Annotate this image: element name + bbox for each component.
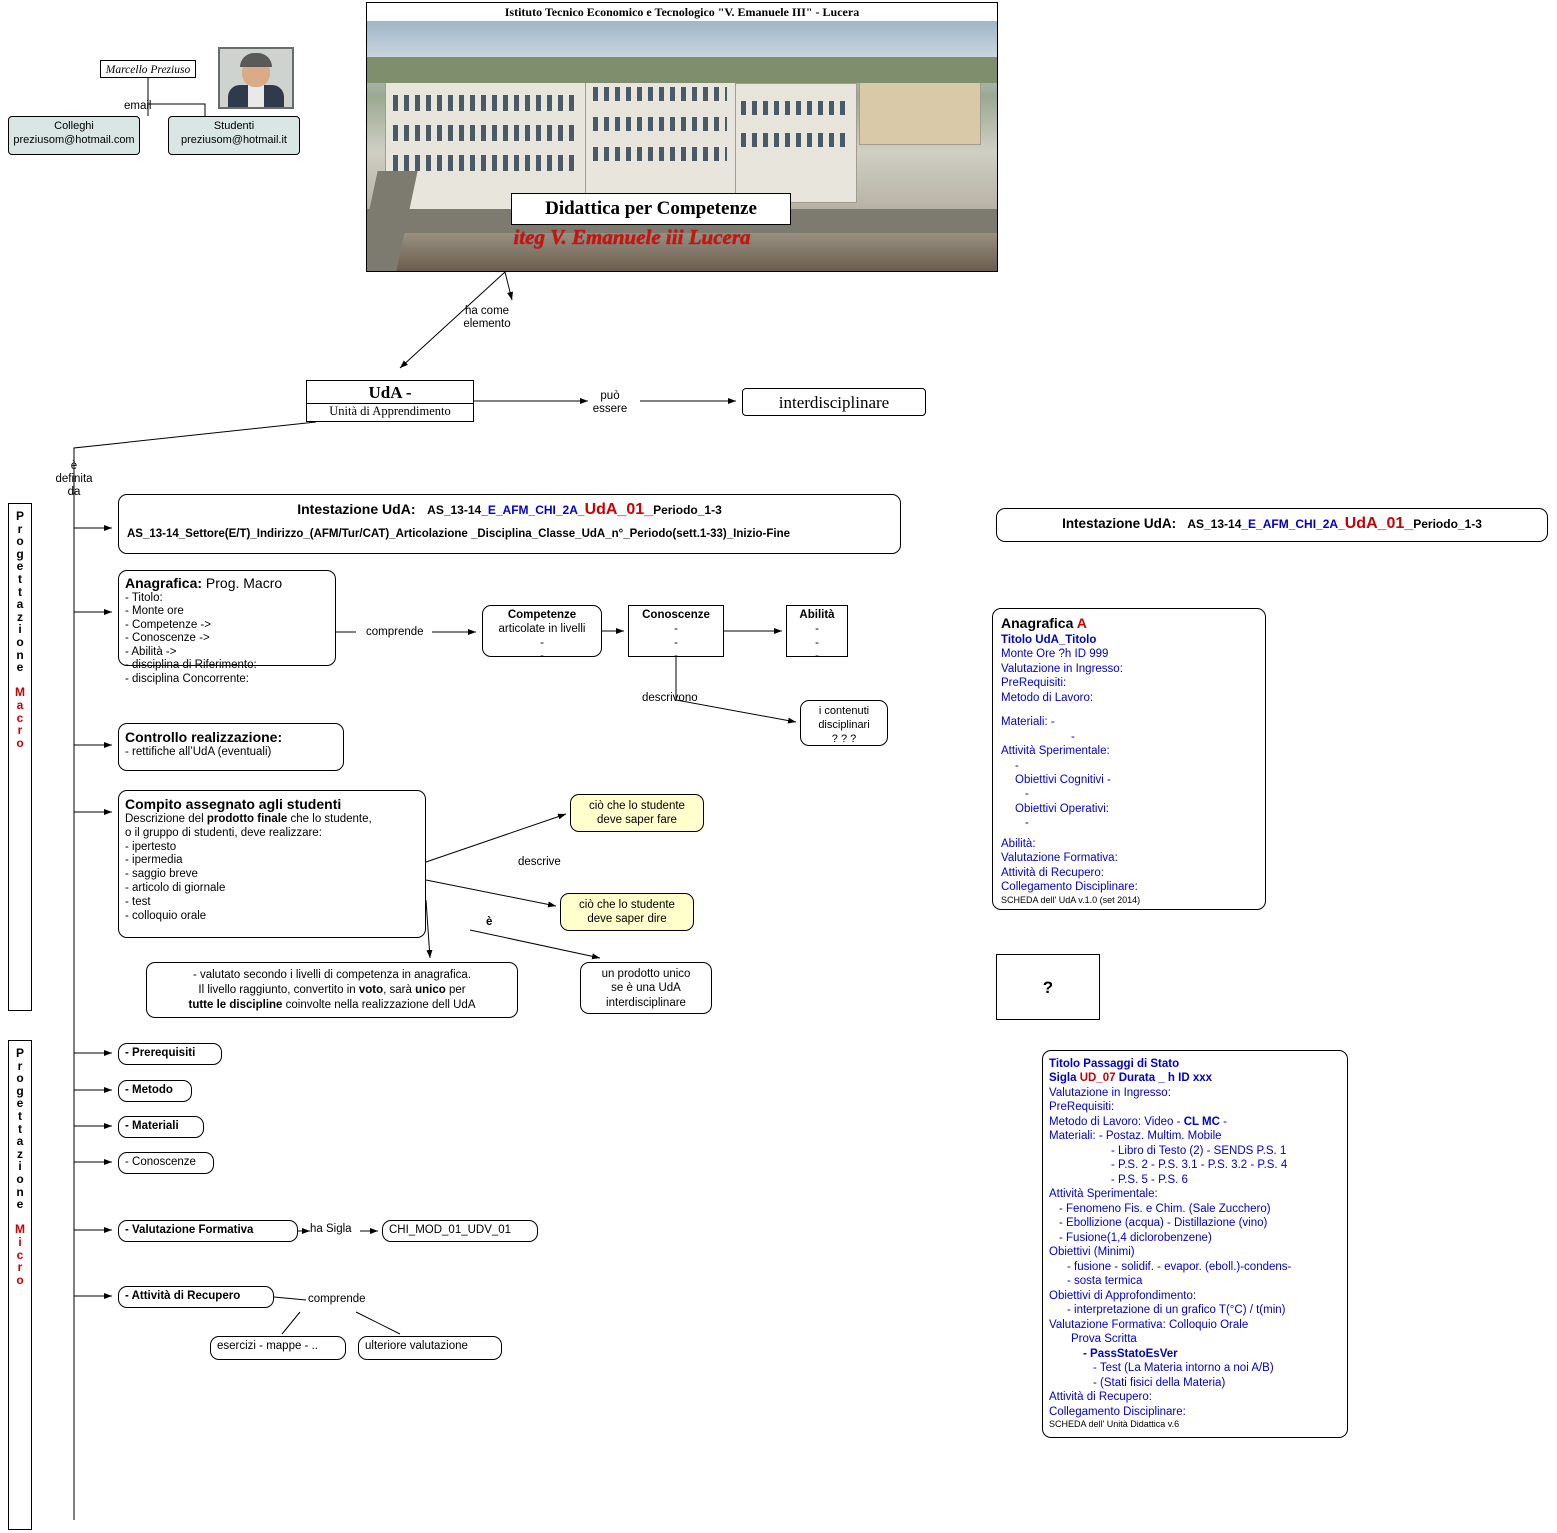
author-photo: [218, 47, 294, 109]
contenuti-line: i contenuti: [818, 705, 870, 717]
ud-card-om-1: - fusione - solidif. - evapor. (eboll.)-condens-: [1067, 1260, 1292, 1273]
prodotto-unico-line: se è una UdA: [611, 982, 681, 995]
compito-desc-3: o il gruppo di studenti, deve realizzare:: [125, 826, 322, 839]
anagrafica-card-obcog: Obiettivi Cognitivi -: [1015, 773, 1111, 786]
sidebar-progettazione-macro: P r o g e t t a z i o n e M a c r o: [8, 503, 32, 1011]
banner-caption: Didattica per Competenze: [511, 193, 791, 225]
ud-card-mat-3: - P.S. 2 - P.S. 3.1 - P.S. 3.2 - P.S. 4: [1111, 1159, 1288, 1172]
anagrafica-card-title: Anagrafica: [1001, 615, 1074, 631]
anagrafica-card-dash-1: -: [1015, 759, 1019, 772]
abilita-item: -: [815, 650, 819, 663]
intestazione-label: Intestazione UdA: [297, 501, 411, 517]
uda-node[interactable]: [306, 380, 474, 422]
anagrafica-card-titolo: Titolo UdA_Titolo: [1001, 633, 1097, 646]
ud-card-recupero: Attività di Recupero:: [1049, 1391, 1152, 1404]
anagrafica-scheda-card: [992, 608, 1266, 910]
micro-item-prerequisiti[interactable]: - Prerequisiti: [118, 1043, 222, 1065]
intestazione-2-code-suffix: Periodo_1-3: [1413, 517, 1482, 531]
conoscenze-item: -: [674, 622, 678, 635]
uda-subtitle: Unità di Apprendimento: [307, 403, 473, 419]
compito-item: - saggio breve: [125, 868, 198, 881]
anagrafica-line: - disciplina Concorrente:: [125, 672, 250, 685]
ud-card-as-1: - Fenomeno Fis. e Chim. (Sale Zucchero): [1059, 1202, 1271, 1215]
controllo-line: - rettifiche all’UdA (eventuali): [125, 746, 272, 758]
micro-item-metodo[interactable]: - Metodo: [118, 1080, 192, 1102]
ud-card-sigla-b: UD_07: [1079, 1072, 1116, 1085]
anagrafica-card-valform: Valutazione Formativa:: [1001, 852, 1118, 865]
colleghi-title: Colleghi: [54, 120, 94, 132]
valutato-l2b: voto: [358, 983, 384, 996]
anagrafica-line: - Conoscenze ->: [125, 632, 210, 645]
ud-card-as-2: - Ebollizione (acqua) - Distillazione (vino): [1059, 1217, 1268, 1230]
micro-item-valutazione-formativa[interactable]: - Valutazione Formativa: [118, 1220, 298, 1242]
compito-item: - ipermedia: [125, 854, 183, 867]
micro-item-ulteriore-valutazione: ulteriore valutazione: [358, 1336, 502, 1360]
valutato-box: [146, 962, 518, 1018]
contenuti-line: ? ? ?: [831, 732, 857, 745]
unita-didattica-scheda-card: [1042, 1050, 1348, 1438]
micro-item-esercizi: esercizi - mappe - ..: [210, 1336, 346, 1360]
author-name: Marcello Preziuso: [100, 60, 196, 78]
intestazione-uda-box: Intestazione UdA: AS_13-14_E_AFM_CHI_2A_UdA_01_Periodo_1-3 AS_13-14_Settore(E/T)_Indirizzo_(AFM/Tur/CAT)_Articolazione _Disciplina_Classe_UdA_n°_Periodo(sett.1-33)_Inizio-Fine: [118, 494, 901, 554]
ud-card-materiali: Materiali: - Postaz. Multim. Mobile: [1049, 1130, 1222, 1143]
valutato-l3b: coinvolte nella realizzazione dell UdA: [282, 998, 476, 1011]
banner-title: Istituto Tecnico Economico e Tecnologico "V. Emanuele III" - Lucera: [367, 3, 997, 22]
compito-desc-1: Descrizione del: [125, 813, 207, 825]
anagrafica-line: - disciplina di Riferimento:: [125, 659, 257, 672]
anagrafica-card-recupero: Attività di Recupero:: [1001, 866, 1104, 879]
uda-title: UdA -: [368, 383, 412, 402]
competenze-item: -: [540, 636, 544, 649]
competenze-sub: articolate in livelli: [498, 622, 586, 635]
ud-card-as-3: - Fusione(1,4 diclorobenzene): [1059, 1231, 1212, 1244]
email-label: email: [124, 100, 152, 112]
school-banner: [366, 2, 998, 272]
compito-item: - articolo di giornale: [125, 881, 226, 894]
valutato-l2a: Il livello raggiunto, convertito in: [198, 983, 359, 996]
anagrafica-line: - Abilità ->: [125, 645, 177, 658]
intestazione-2-code-mid: E_AFM_CHI_2A_: [1248, 517, 1345, 531]
compito-desc: [125, 813, 425, 827]
abilita-item: -: [815, 636, 819, 649]
studenti-email: preziusom@hotmail.it: [181, 133, 287, 146]
abilita-item: -: [815, 622, 819, 635]
intestazione-2-label: Intestazione UdA: [1062, 516, 1172, 531]
compito-item: - ipertesto: [125, 840, 177, 853]
anagrafica-title: Anagrafica:: [125, 575, 203, 591]
ud-card-mat-4: - P.S. 5 - P.S. 6: [1111, 1173, 1188, 1186]
ud-card-prerequisiti: PreRequisiti:: [1049, 1101, 1115, 1114]
studenti-title: Studenti: [213, 120, 255, 132]
saper-fare-line-1: ciò che lo studente: [589, 800, 685, 812]
interdisciplinare-node[interactable]: interdisciplinare: [742, 388, 926, 416]
intestazione-2-code-uda: UdA_01_: [1344, 515, 1414, 532]
anagrafica-card-obop: Obiettivi Operativi:: [1015, 802, 1109, 815]
conoscenze-title: Conoscenze: [642, 609, 710, 621]
question-box: [996, 954, 1100, 1020]
ud-card-obmin: Obiettivi (Minimi): [1049, 1246, 1135, 1259]
contenuti-line: disciplinari: [818, 718, 870, 731]
anagrafica-card-abilita: Abilità:: [1001, 837, 1036, 850]
micro-item-conoscenze[interactable]: - Conoscenze: [118, 1152, 214, 1174]
anagrafica-card-title-mark: A: [1076, 615, 1087, 631]
prodotto-unico-line: un prodotto unico: [601, 968, 691, 980]
saper-dire-line-1: ciò che lo studente: [579, 899, 675, 911]
intestazione-legend: AS_13-14_Settore(E/T)_Indirizzo_(AFM/Tur/CAT)_Articolazione _Disciplina_Classe_UdA_n°_Periodo(sett.1-33)_Inizio-Fine: [127, 528, 791, 540]
anagrafica-card-collegamento: Collegamento Disciplinare:: [1001, 881, 1138, 894]
ud-card-titolo: Titolo Passaggi di Stato: [1049, 1058, 1180, 1070]
contenuti-disciplinari-box: [800, 700, 888, 746]
valutato-l2e: per: [445, 983, 466, 996]
edge-label-e: è: [486, 916, 493, 928]
anagrafica-subtitle: Prog. Macro: [205, 575, 283, 591]
competenze-title: Competenze: [507, 609, 577, 621]
anagrafica-card-materiali: Materiali: -: [1001, 716, 1055, 729]
anagrafica-line: - Competenze ->: [125, 618, 211, 631]
saper-dire-box: [560, 893, 694, 931]
edge-label-ha-sigla: ha Sigla: [310, 1223, 352, 1235]
saper-fare-line-2: deve saper fare: [597, 814, 677, 827]
anagrafica-line: - Titolo:: [125, 592, 163, 604]
valutato-l2c: , sarà: [383, 983, 416, 996]
ud-card-obappr: Obiettivi di Approfondimento:: [1049, 1289, 1197, 1302]
prodotto-unico-box: [580, 962, 712, 1014]
anagrafica-card-footer: SCHEDA dell' UdA v.1.0 (set 2014): [1001, 894, 1141, 905]
abilita-box: [786, 605, 848, 663]
colleghi-contact-box[interactable]: [8, 116, 140, 155]
controllo-title: Controllo realizzazione:: [125, 729, 283, 745]
compito-desc-2: che lo studente,: [287, 813, 372, 825]
edge-label-descrive: descrive: [518, 856, 561, 868]
edge-label-comprende: comprende: [366, 626, 424, 638]
anagrafica-card-prerequisiti: PreRequisiti:: [1001, 677, 1067, 690]
compito-desc-bold: prodotto finale: [206, 813, 288, 825]
anagrafica-card-materiali-2: -: [1071, 730, 1075, 743]
conoscenze-box: [628, 605, 724, 663]
valutato-l2d: unico: [415, 983, 446, 996]
ud-card-valutazione: Valutazione in Ingresso:: [1049, 1086, 1171, 1099]
question-mark: ?: [1042, 978, 1054, 997]
anagrafica-card-monte: Monte Ore ?h ID 999: [1001, 648, 1109, 661]
micro-item-materiali[interactable]: - Materiali: [118, 1116, 204, 1138]
sidebar-progettazione-micro: P r o g e t t a z i o n e M i c r o: [8, 1040, 32, 1530]
ud-card-vf-3: - Test (La Materia intorno a noi A/B): [1093, 1362, 1274, 1375]
saper-dire-line-2: deve saper dire: [587, 913, 667, 926]
competenze-item: -: [540, 650, 544, 663]
valutato-line-1: - valutato secondo i livelli di competenza in anagrafica.: [192, 969, 472, 981]
edge-label-puo-essere: può essere: [592, 390, 628, 416]
anagrafica-box: [118, 570, 336, 685]
ud-card-om-2: - sosta termica: [1067, 1275, 1143, 1288]
conoscenze-item: -: [674, 636, 678, 649]
ud-card-valform: Valutazione Formativa: Colloquio Orale: [1049, 1318, 1249, 1331]
intestazione-code-mid: E_AFM_CHI_2A_: [487, 503, 585, 517]
edge-label-ha-come-elemento: ha come elemento: [463, 305, 511, 331]
ud-card-vf-2: - PassStatoEsVer: [1083, 1347, 1178, 1360]
valutato-l3a: tutte le discipline: [188, 998, 283, 1011]
ud-card-vf-4: - (Stati fisici della Materia): [1093, 1376, 1226, 1389]
intestazione-code-suffix: Periodo_1-3: [653, 503, 722, 517]
compito-item: - colloquio orale: [125, 909, 207, 922]
controllo-realizzazione-box: [118, 723, 344, 771]
anagrafica-card-dash-3: -: [1025, 817, 1029, 830]
ud-card-sigla-c: Durata _ h ID xxx: [1115, 1072, 1213, 1085]
ud-card-collegamento: Collegamento Disciplinare:: [1049, 1405, 1186, 1418]
compito-item: - test: [125, 895, 151, 908]
valutato-line-3: [147, 998, 517, 1013]
intestazione-code-prefix: AS_13-14_: [427, 503, 488, 517]
anagrafica-card-dash-2: -: [1025, 788, 1029, 801]
ud-card-oa-1: - interpretazione di un grafico T(°C) / t(min): [1067, 1304, 1286, 1317]
micro-item-attivita-recupero[interactable]: - Attività di Recupero: [118, 1286, 274, 1308]
competenze-box: [482, 605, 602, 663]
edge-label-comprende-2: comprende: [308, 1293, 366, 1305]
edge-label-e-definita-da: è definita da: [55, 460, 93, 499]
anagrafica-line: - Monte ore: [125, 605, 184, 618]
abilita-title: Abilità: [799, 609, 835, 621]
edge-label-descrivono: descrivono: [642, 692, 698, 704]
ud-card-attsper: Attività Sperimentale:: [1049, 1188, 1158, 1201]
ud-card-sigla-a: Sigla: [1049, 1072, 1080, 1085]
intestazione-code-uda: UdA_01_: [584, 501, 654, 518]
ud-card-footer: SCHEDA dell' Unità Didattica v.6: [1049, 1419, 1180, 1430]
anagrafica-card-valutazione: Valutazione in Ingresso:: [1001, 662, 1123, 675]
ud-card-mat-2: - Libro di Testo (2) - SENDS P.S. 1: [1111, 1144, 1287, 1157]
conoscenze-item: -: [674, 650, 678, 663]
ud-card-vf-1: Prova Scritta: [1071, 1333, 1137, 1346]
compito-title: Compito assegnato agli studenti: [125, 796, 342, 812]
anagrafica-card-metodo: Metodo di Lavoro:: [1001, 691, 1094, 704]
valutato-line-2: [147, 983, 517, 998]
saper-fare-box: [570, 794, 704, 832]
micro-sigla-value: CHI_MOD_01_UDV_01: [382, 1220, 538, 1242]
ud-card-metodo-a: Metodo di Lavoro: Video -: [1049, 1115, 1184, 1128]
intestazione-uda-box-2: Intestazione UdA: AS_13-14_E_AFM_CHI_2A_UdA_01_Periodo_1-3: [996, 508, 1548, 542]
ud-card-metodo-b: CL MC: [1183, 1115, 1220, 1128]
prodotto-unico-line: interdisciplinare: [606, 996, 686, 1009]
colleghi-email: preziusom@hotmail.com: [13, 133, 135, 146]
intestazione-2-code-prefix: AS_13-14_: [1187, 517, 1249, 531]
studenti-contact-box[interactable]: [168, 116, 300, 155]
banner-script-logo: iteg V. Emanuele iii Lucera: [513, 225, 751, 249]
ud-card-metodo-c: -: [1219, 1115, 1227, 1128]
compito-assegnato-box: [118, 790, 426, 938]
anagrafica-card-attsper: Attività Sperimentale:: [1001, 745, 1110, 758]
